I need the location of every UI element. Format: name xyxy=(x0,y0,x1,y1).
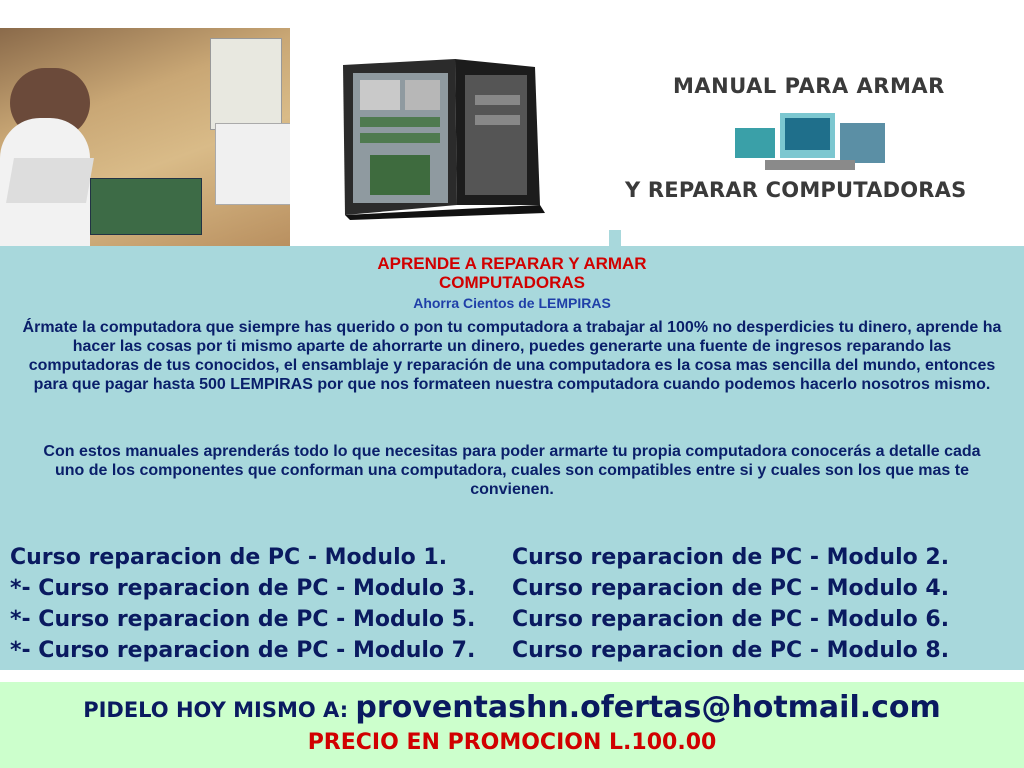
module-row xyxy=(10,573,1010,604)
order-footer xyxy=(0,682,1024,768)
module-list xyxy=(10,542,1010,666)
module-item: Curso reparacion de PC - Modulo 4. xyxy=(512,576,950,601)
computer-illustration xyxy=(725,108,895,176)
info-panel xyxy=(0,246,1024,670)
module-item: *- Curso reparacion de PC - Modulo 7. xyxy=(10,638,476,663)
panel-heading-line2: COMPUTADORAS xyxy=(438,273,586,292)
panel-heading-line1: APRENDE A REPARAR Y ARMAR xyxy=(377,254,647,273)
order-email-link[interactable]: proventashn.ofertas@hotmail.com xyxy=(355,690,941,725)
promo-price: PRECIO EN PROMOCION L.100.00 xyxy=(307,730,717,755)
monitor xyxy=(215,123,290,205)
order-prefix: PIDELO HOY MISMO A: xyxy=(83,698,356,722)
module-item: Curso reparacion de PC - Modulo 6. xyxy=(512,607,950,632)
module-row xyxy=(10,635,1010,666)
module-item: Curso reparacion de PC - Modulo 8. xyxy=(512,638,950,663)
keyboard xyxy=(6,158,94,203)
manual-title-bottom: Y REPARAR COMPUTADORAS xyxy=(625,178,967,202)
module-item: *- Curso reparacion de PC - Modulo 3. xyxy=(10,576,476,601)
module-row xyxy=(10,542,1010,573)
intro-paragraph: Ármate la computadora que siempre has querido o pon tu computadora a trabajar al 100% no desperdicies tu dinero, aprende ha hacer las cosas por ti mismo aparte de ahorrarte un dinero, puedes generarte una fuente de ingresos reparando las computadoras de tus conocidos, el ensamblaje y reparación de una computadora es la cosa mas sencilla del mundo, entonces para que pagar hasta 500 LEMPIRAS por que nos formateen nuestra computadora cuando podemos hacerlo nosotros mismo. xyxy=(22,319,1002,393)
module-item: *- Curso reparacion de PC - Modulo 5. xyxy=(10,607,476,632)
module-item: Curso reparacion de PC - Modulo 2. xyxy=(512,545,950,570)
open-pc-tower-image xyxy=(335,55,550,220)
pc-case xyxy=(210,38,282,130)
manual-title-top: MANUAL PARA ARMAR xyxy=(673,74,945,98)
motherboard xyxy=(90,178,202,235)
order-line xyxy=(0,690,1024,725)
manual-cover-image xyxy=(605,30,1024,246)
technicians-photo xyxy=(0,28,290,246)
panel-subheading: Ahorra Cientos de LEMPIRAS xyxy=(413,295,611,311)
module-row xyxy=(10,604,1010,635)
panel-heading xyxy=(0,254,1024,292)
manuals-paragraph: Con estos manuales aprenderás todo lo que necesitas para poder armarte tu propia computadora conocerás a detalle cada uno de los componentes que conforman una computadora, cuales son compatibles entre si y cuales son los que mas te convienen. xyxy=(43,443,981,498)
module-item: Curso reparacion de PC - Modulo 1. xyxy=(10,545,448,570)
